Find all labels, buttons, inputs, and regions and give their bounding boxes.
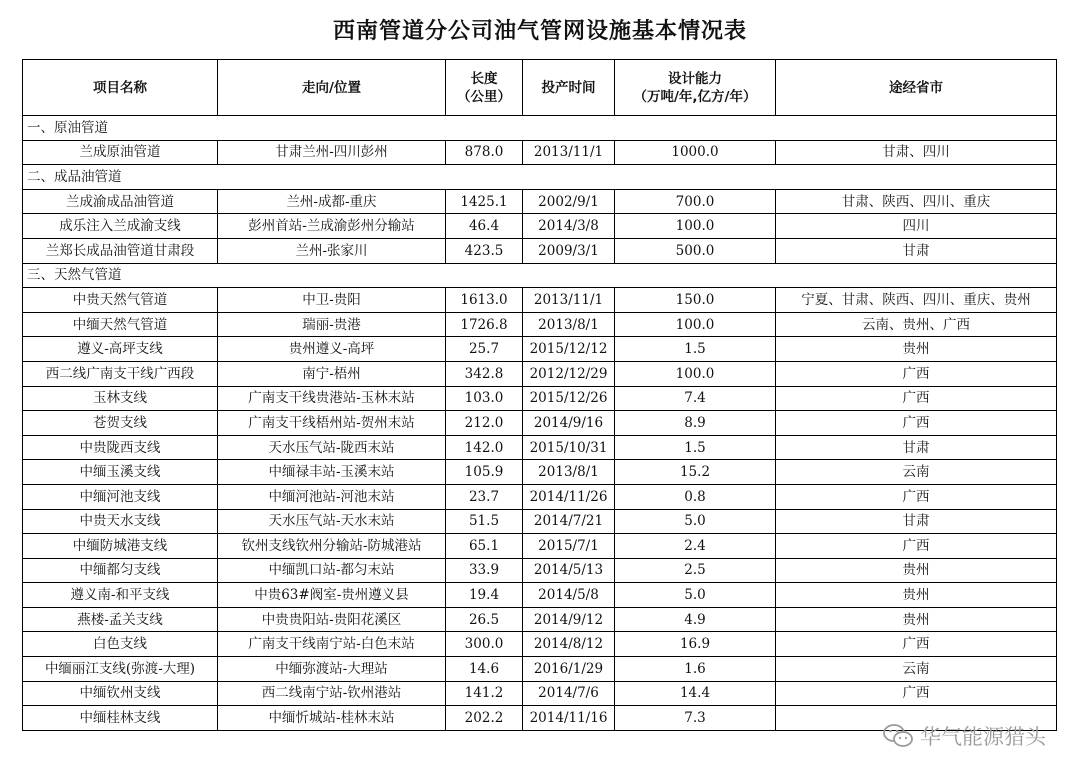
cell-route: 甘肃兰州-四川彭州 bbox=[218, 140, 446, 165]
cell-provinces: 广西 bbox=[776, 386, 1057, 411]
cell-name: 中缅桂林支线 bbox=[23, 706, 218, 731]
cell-date: 2014/11/16 bbox=[523, 706, 615, 731]
cell-length: 105.9 bbox=[446, 460, 523, 485]
cell-provinces: 广西 bbox=[776, 361, 1057, 386]
cell-capacity: 100.0 bbox=[615, 214, 776, 239]
cell-route: 中缅凯口站-都匀末站 bbox=[218, 558, 446, 583]
section-gas-label: 三、天然气管道 bbox=[23, 263, 1057, 288]
wechat-icon bbox=[882, 723, 914, 749]
product-rows bbox=[23, 189, 1057, 263]
cell-provinces: 甘肃、陕西、四川、重庆 bbox=[776, 189, 1057, 214]
cell-provinces: 甘肃 bbox=[776, 435, 1057, 460]
cell-length: 1425.1 bbox=[446, 189, 523, 214]
cell-provinces: 广西 bbox=[776, 484, 1057, 509]
cell-capacity: 100.0 bbox=[615, 361, 776, 386]
cell-name: 中缅丽江支线(弥渡-大理) bbox=[23, 657, 218, 682]
cell-capacity: 14.4 bbox=[615, 681, 776, 706]
cell-name: 兰成渝成品油管道 bbox=[23, 189, 218, 214]
cell-length: 1613.0 bbox=[446, 288, 523, 313]
cell-capacity: 7.4 bbox=[615, 386, 776, 411]
cell-name: 成乐注入兰成渝支线 bbox=[23, 214, 218, 239]
cell-name: 遵义南-和平支线 bbox=[23, 583, 218, 608]
cell-date: 2016/1/29 bbox=[523, 657, 615, 682]
crude-rows bbox=[23, 140, 1057, 165]
cell-name: 中贵天水支线 bbox=[23, 509, 218, 534]
table-row bbox=[23, 337, 1057, 362]
cell-capacity: 1000.0 bbox=[615, 140, 776, 165]
cell-provinces: 甘肃、四川 bbox=[776, 140, 1057, 165]
cell-route: 广南支干线贵港站-玉林末站 bbox=[218, 386, 446, 411]
cell-capacity: 4.9 bbox=[615, 607, 776, 632]
cell-route: 兰州-张家川 bbox=[218, 238, 446, 263]
cell-capacity: 1.5 bbox=[615, 337, 776, 362]
table-row bbox=[23, 140, 1057, 165]
section-crude-label: 一、原油管道 bbox=[23, 116, 1057, 141]
cell-date: 2009/3/1 bbox=[523, 238, 615, 263]
cell-length: 142.0 bbox=[446, 435, 523, 460]
cell-provinces: 广西 bbox=[776, 411, 1057, 436]
cell-length: 51.5 bbox=[446, 509, 523, 534]
cell-capacity: 5.0 bbox=[615, 509, 776, 534]
cell-length: 141.2 bbox=[446, 681, 523, 706]
cell-capacity: 2.4 bbox=[615, 534, 776, 559]
cell-capacity: 15.2 bbox=[615, 460, 776, 485]
cell-length: 46.4 bbox=[446, 214, 523, 239]
cell-capacity: 500.0 bbox=[615, 238, 776, 263]
header-date: 投产时间 bbox=[523, 60, 615, 116]
cell-provinces: 甘肃 bbox=[776, 238, 1057, 263]
cell-route: 中缅忻城站-桂林末站 bbox=[218, 706, 446, 731]
cell-route: 彭州首站-兰成渝彭州分输站 bbox=[218, 214, 446, 239]
header-route: 走向/位置 bbox=[218, 60, 446, 116]
cell-capacity: 7.3 bbox=[615, 706, 776, 731]
cell-provinces: 广西 bbox=[776, 681, 1057, 706]
cell-name: 中缅钦州支线 bbox=[23, 681, 218, 706]
cell-length: 26.5 bbox=[446, 607, 523, 632]
cell-date: 2014/11/26 bbox=[523, 484, 615, 509]
table-row bbox=[23, 534, 1057, 559]
cell-provinces: 贵州 bbox=[776, 558, 1057, 583]
cell-length: 103.0 bbox=[446, 386, 523, 411]
table-row bbox=[23, 607, 1057, 632]
cell-route: 中贵63#阀室-贵州遵义县 bbox=[218, 583, 446, 608]
cell-date: 2014/7/6 bbox=[523, 681, 615, 706]
cell-name: 遵义-高坪支线 bbox=[23, 337, 218, 362]
section-row-crude bbox=[23, 116, 1057, 141]
section-row-product bbox=[23, 165, 1057, 190]
cell-capacity: 700.0 bbox=[615, 189, 776, 214]
cell-capacity: 5.0 bbox=[615, 583, 776, 608]
cell-date: 2015/12/12 bbox=[523, 337, 615, 362]
table-row bbox=[23, 214, 1057, 239]
cell-route: 广南支干线南宁站-白色末站 bbox=[218, 632, 446, 657]
table-row bbox=[23, 435, 1057, 460]
cell-date: 2002/9/1 bbox=[523, 189, 615, 214]
cell-date: 2012/12/29 bbox=[523, 361, 615, 386]
cell-provinces: 宁夏、甘肃、陕西、四川、重庆、贵州 bbox=[776, 288, 1057, 313]
cell-name: 西二线广南支干线广西段 bbox=[23, 361, 218, 386]
cell-route: 中缅河池站-河池末站 bbox=[218, 484, 446, 509]
cell-capacity: 2.5 bbox=[615, 558, 776, 583]
cell-name: 中缅天然气管道 bbox=[23, 312, 218, 337]
table-row bbox=[23, 411, 1057, 436]
cell-route: 中缅弥渡站-大理站 bbox=[218, 657, 446, 682]
cell-date: 2014/5/8 bbox=[523, 583, 615, 608]
cell-length: 212.0 bbox=[446, 411, 523, 436]
cell-route: 中缅禄丰站-玉溪末站 bbox=[218, 460, 446, 485]
cell-provinces: 贵州 bbox=[776, 337, 1057, 362]
section-product-label: 二、成品油管道 bbox=[23, 165, 1057, 190]
cell-route: 中贵贵阳站-贵阳花溪区 bbox=[218, 607, 446, 632]
cell-provinces: 云南 bbox=[776, 460, 1057, 485]
cell-capacity: 1.5 bbox=[615, 435, 776, 460]
cell-provinces: 广西 bbox=[776, 632, 1057, 657]
cell-capacity: 8.9 bbox=[615, 411, 776, 436]
header-length bbox=[446, 60, 523, 116]
cell-route: 钦州支线钦州分输站-防城港站 bbox=[218, 534, 446, 559]
cell-provinces: 贵州 bbox=[776, 607, 1057, 632]
table-row bbox=[23, 460, 1057, 485]
cell-length: 1726.8 bbox=[446, 312, 523, 337]
header-capacity-line1: 设计能力 bbox=[668, 70, 722, 87]
cell-length: 878.0 bbox=[446, 140, 523, 165]
cell-length: 342.8 bbox=[446, 361, 523, 386]
header-length-line2: （公里） bbox=[457, 88, 511, 105]
header-capacity-line2: （万吨/年,亿方/年） bbox=[633, 88, 757, 105]
cell-date: 2014/9/16 bbox=[523, 411, 615, 436]
section-row-gas bbox=[23, 263, 1057, 288]
cell-name: 中缅玉溪支线 bbox=[23, 460, 218, 485]
cell-capacity: 150.0 bbox=[615, 288, 776, 313]
table-row bbox=[23, 189, 1057, 214]
cell-date: 2013/11/1 bbox=[523, 288, 615, 313]
cell-date: 2014/3/8 bbox=[523, 214, 615, 239]
cell-provinces: 四川 bbox=[776, 214, 1057, 239]
cell-date: 2015/12/26 bbox=[523, 386, 615, 411]
cell-capacity: 0.8 bbox=[615, 484, 776, 509]
cell-name: 中缅都匀支线 bbox=[23, 558, 218, 583]
cell-name: 燕楼-孟关支线 bbox=[23, 607, 218, 632]
cell-date: 2013/11/1 bbox=[523, 140, 615, 165]
cell-name: 白色支线 bbox=[23, 632, 218, 657]
cell-capacity: 100.0 bbox=[615, 312, 776, 337]
cell-route: 天水压气站-天水末站 bbox=[218, 509, 446, 534]
header-length-line1: 长度 bbox=[470, 70, 498, 87]
cell-capacity: 16.9 bbox=[615, 632, 776, 657]
cell-length: 33.9 bbox=[446, 558, 523, 583]
table-row bbox=[23, 386, 1057, 411]
header-name: 项目名称 bbox=[23, 60, 218, 116]
cell-route: 兰州-成都-重庆 bbox=[218, 189, 446, 214]
cell-length: 23.7 bbox=[446, 484, 523, 509]
cell-length: 65.1 bbox=[446, 534, 523, 559]
header-capacity bbox=[615, 60, 776, 116]
header-provinces: 途经省市 bbox=[776, 60, 1057, 116]
cell-route: 西二线南宁站-钦州港站 bbox=[218, 681, 446, 706]
table-row bbox=[23, 632, 1057, 657]
cell-provinces: 甘肃 bbox=[776, 509, 1057, 534]
cell-name: 兰成原油管道 bbox=[23, 140, 218, 165]
cell-provinces: 广西 bbox=[776, 534, 1057, 559]
cell-date: 2015/7/1 bbox=[523, 534, 615, 559]
table-row bbox=[23, 509, 1057, 534]
cell-date: 2014/9/12 bbox=[523, 607, 615, 632]
table-row bbox=[23, 312, 1057, 337]
cell-route: 广南支干线梧州站-贺州末站 bbox=[218, 411, 446, 436]
table-row bbox=[23, 361, 1057, 386]
gas-rows bbox=[23, 288, 1057, 731]
cell-route: 南宁-梧州 bbox=[218, 361, 446, 386]
cell-provinces: 云南 bbox=[776, 657, 1057, 682]
cell-name: 中贵天然气管道 bbox=[23, 288, 218, 313]
cell-route: 贵州遵义-高坪 bbox=[218, 337, 446, 362]
page-title: 西南管道分公司油气管网设施基本情况表 bbox=[332, 19, 747, 44]
cell-date: 2013/8/1 bbox=[523, 312, 615, 337]
cell-name: 玉林支线 bbox=[23, 386, 218, 411]
watermark-text: 华气能源猎头 bbox=[920, 725, 1046, 749]
header-row bbox=[23, 60, 1057, 116]
cell-provinces: 贵州 bbox=[776, 583, 1057, 608]
cell-provinces: 云南、贵州、广西 bbox=[776, 312, 1057, 337]
cell-length: 19.4 bbox=[446, 583, 523, 608]
cell-name: 中缅防城港支线 bbox=[23, 534, 218, 559]
watermark bbox=[882, 716, 1046, 756]
cell-date: 2014/7/21 bbox=[523, 509, 615, 534]
cell-date: 2013/8/1 bbox=[523, 460, 615, 485]
table-row bbox=[23, 681, 1057, 706]
cell-name: 中缅河池支线 bbox=[23, 484, 218, 509]
cell-route: 瑞丽-贵港 bbox=[218, 312, 446, 337]
table-row bbox=[23, 288, 1057, 313]
cell-name: 苍贺支线 bbox=[23, 411, 218, 436]
cell-length: 202.2 bbox=[446, 706, 523, 731]
cell-date: 2014/5/13 bbox=[523, 558, 615, 583]
table-row bbox=[23, 484, 1057, 509]
cell-date: 2014/8/12 bbox=[523, 632, 615, 657]
cell-length: 25.7 bbox=[446, 337, 523, 362]
table-row bbox=[23, 583, 1057, 608]
cell-date: 2015/10/31 bbox=[523, 435, 615, 460]
cell-length: 423.5 bbox=[446, 238, 523, 263]
cell-route: 天水压气站-陇西末站 bbox=[218, 435, 446, 460]
cell-route: 中卫-贵阳 bbox=[218, 288, 446, 313]
table-row bbox=[23, 657, 1057, 682]
table-row bbox=[23, 238, 1057, 263]
cell-name: 兰郑长成品油管道甘肃段 bbox=[23, 238, 218, 263]
table-row bbox=[23, 558, 1057, 583]
cell-name: 中贵陇西支线 bbox=[23, 435, 218, 460]
cell-length: 300.0 bbox=[446, 632, 523, 657]
pipeline-table bbox=[22, 59, 1057, 731]
cell-capacity: 1.6 bbox=[615, 657, 776, 682]
cell-length: 14.6 bbox=[446, 657, 523, 682]
